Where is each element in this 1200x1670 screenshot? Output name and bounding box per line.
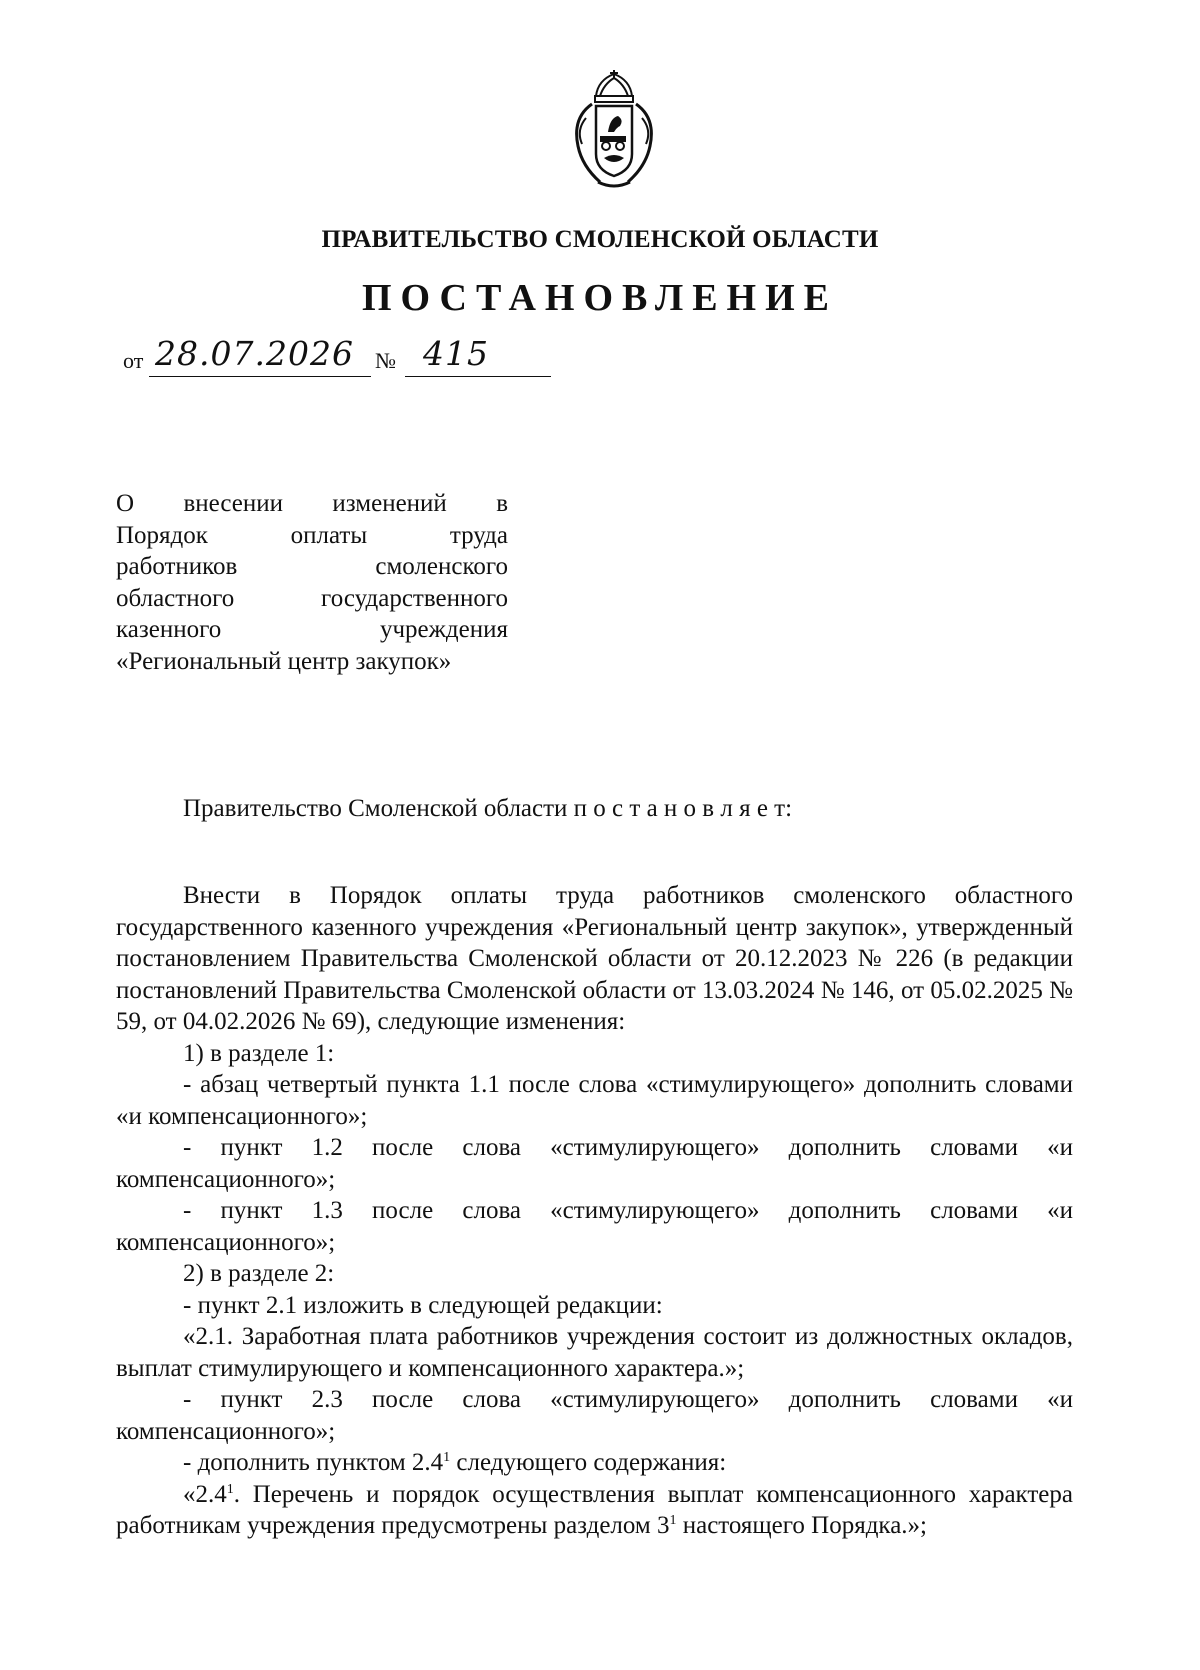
quote-text-middle: . Перечень и порядок осуществления выплат компенсационного характера работникам учреждения предусмотрены разделом 3 (116, 1480, 1073, 1539)
quote-text-end: настоящего Порядка.»; (676, 1512, 927, 1539)
number-underline (405, 376, 551, 377)
superscript-1: 1 (443, 1450, 451, 1465)
superscript-1: 1 (226, 1481, 234, 1497)
section-2-heading: 2) в разделе 2: (183, 1260, 335, 1287)
date-prefix-label: от (123, 348, 144, 373)
decree-statement: Правительство Смоленской области п о с т а н о в л я е т: (183, 795, 793, 822)
section-2-quote-2-4-1 (116, 1479, 1073, 1542)
section-1-heading: 1) в разделе 1: (183, 1039, 335, 1067)
handwritten-date: 28.07.2026 (155, 334, 354, 373)
subject-line: работников смоленского (116, 553, 508, 580)
section-1-item-c: - пункт 1.3 после слова «стимулирующего» дополнить словами «и компенсационного»; (116, 1197, 1073, 1256)
subject-line: О внесении изменений в (116, 490, 508, 517)
subject-block (116, 488, 508, 677)
date-underline (149, 376, 371, 377)
body-intro-paragraph: Внести в Порядок оплаты труда работников смоленского областного государственного казенного учреждения «Региональный центр закупок», утвержденный постановлением Правительства Смоленской области от 20.12.2023 № 226 (в редакции постановлений Правительства Смоленской области от 13.03.2024 № 146, от 05.02.2025 № 59, от 04.02.2026 № 69), следующие изменения: (116, 882, 1073, 1035)
section-1-item-a: - абзац четвертый пункта 1.1 после слова «стимулирующего» дополнить словами «и компенсационного»; (116, 1071, 1073, 1130)
section-2-item-c: - пункт 2.3 после слова «стимулирующего» дополнить словами «и компенсационного»; (116, 1386, 1073, 1445)
item-d-text-start: - дополнить пунктом 2.4 (183, 1449, 444, 1476)
subject-line: казенного учреждения (116, 616, 508, 643)
handwritten-number: 415 (423, 334, 489, 373)
coat-of-arms-emblem (562, 66, 666, 194)
section-2-item-a: - пункт 2.1 изложить в следующей редакции: (183, 1291, 663, 1319)
quote-text-start: «2.4 (183, 1480, 227, 1508)
number-label: № (375, 348, 396, 373)
document-body (116, 880, 1073, 1542)
subject-line: «Региональный центр закупок» (116, 647, 452, 675)
section-2-quote-2-1: «2.1. Заработная плата работников учреждения состоит из должностных окладов, выплат стимулирующего и компенсационного характера.»; (116, 1323, 1073, 1382)
document-type-title: ПОСТАНОВЛЕНИЕ (361, 277, 839, 319)
organization-title: ПРАВИТЕЛЬСТВО СМОЛЕНСКОЙ ОБЛАСТИ (321, 226, 879, 253)
section-1-item-b: - пункт 1.2 после слова «стимулирующего» дополнить словами «и компенсационного»; (116, 1134, 1073, 1193)
subject-line: областного государственного (116, 584, 508, 612)
date-number-line (123, 334, 553, 380)
item-d-text-end: следующего содержания: (450, 1449, 727, 1476)
superscript-1: 1 (669, 1513, 677, 1528)
subject-line: Порядок оплаты труда (116, 521, 508, 549)
section-2-item-d (116, 1447, 1073, 1479)
